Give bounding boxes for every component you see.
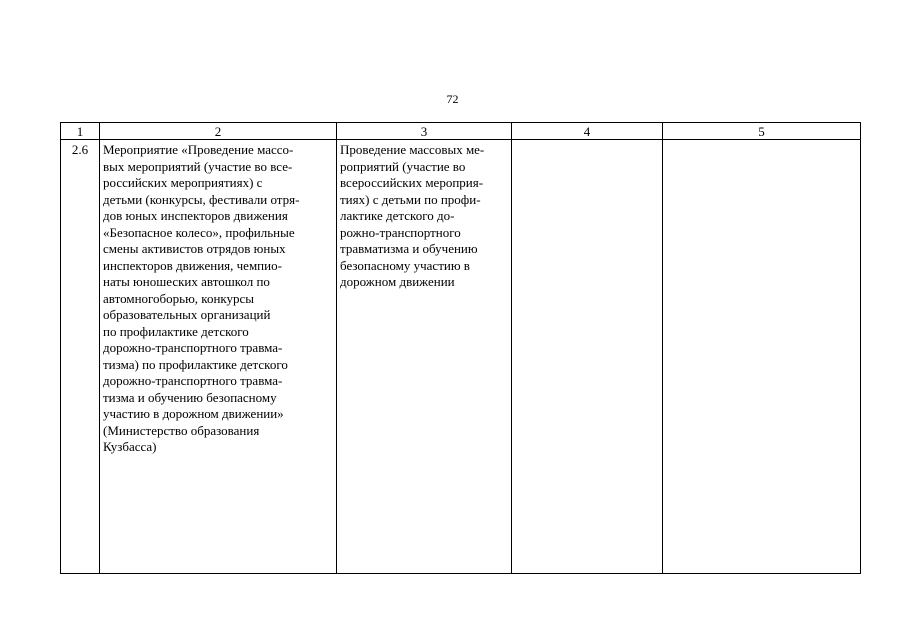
table-row [61, 140, 861, 574]
page-number: 72 [446, 92, 459, 106]
row-number-cell [61, 140, 100, 574]
event-description-cell [337, 140, 512, 574]
event-name-text: Мероприятие «Проведение массо- вых мероприятий (участие во все- российских мероприятиях) с детьми (конкурсы, фестивали отря- дов юных инспекторов движения «Безопасное колесо», профильные смены активистов отрядов юных инспекторов движения, чемпио- наты юношеских автошкол по автомногоборью, конкурсы образовательных организаций по профилактике детского дорожно-транспортного травма- тизма) по профилактике детского дорожно-транспортного травма- тизма и обучению безопасному участию в дорожном движении» (Министерство образования Кузбасса) [103, 142, 300, 454]
column-4-text [512, 140, 662, 142]
column-header-4: 4 [512, 123, 663, 140]
event-description-text: Проведение массовых ме- роприятий (участие во всероссийских мероприя- тиях) с детьми по профи- лактике детского до- рожно-транспортного травматизма и обучению безопасному участию в дорожном движении [340, 142, 485, 289]
column-5-cell [663, 140, 861, 574]
event-name-cell [100, 140, 337, 574]
column-header-5: 5 [663, 123, 861, 140]
column-header-2: 2 [100, 123, 337, 140]
column-header-3: 3 [337, 123, 512, 140]
column-5-text [663, 140, 860, 142]
row-number: 2.6 [71, 142, 89, 157]
document-table [60, 122, 861, 574]
table-header-row [61, 123, 861, 140]
column-4-cell [512, 140, 663, 574]
column-header-1: 1 [61, 123, 100, 140]
